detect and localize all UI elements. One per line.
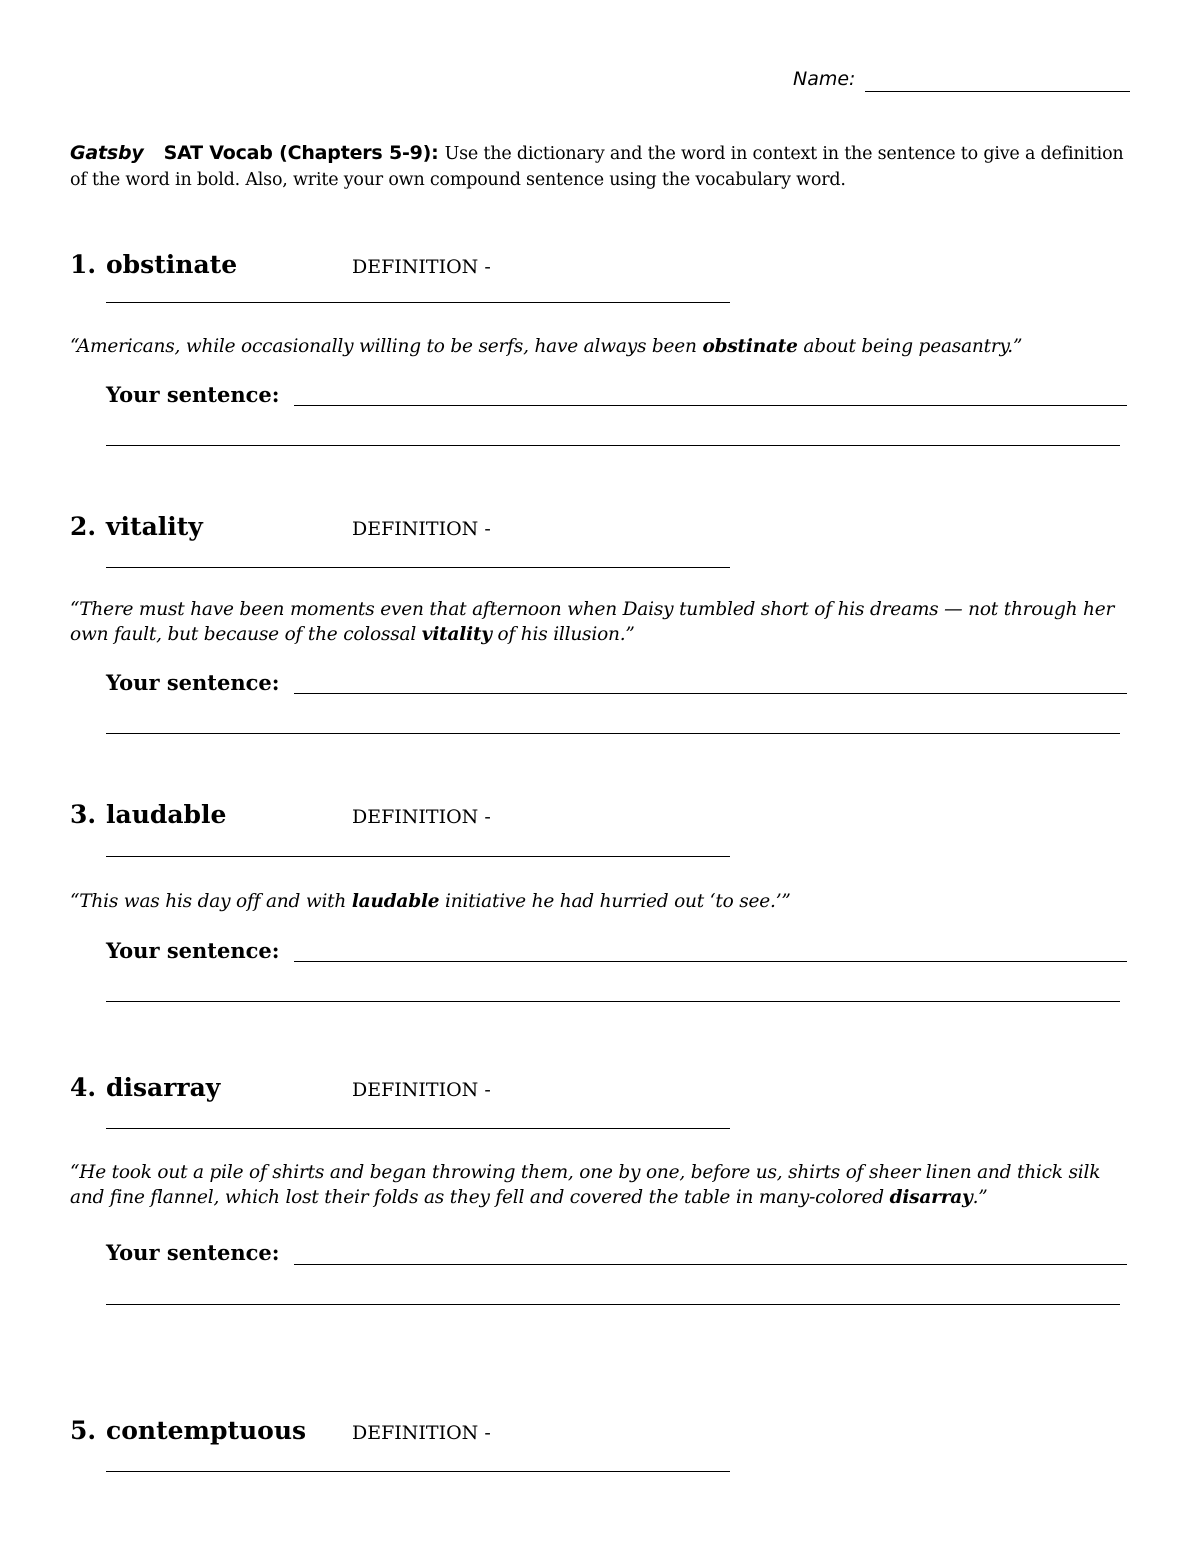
instructions-block [70,140,1130,193]
item-number: 2. [70,512,97,541]
item-number: 5. [70,1416,97,1445]
your-sentence-label: Your sentence: [106,938,280,963]
name-blank[interactable] [865,91,1130,92]
your-sentence-label: Your sentence: [106,382,280,407]
book-title: Gatsby [70,142,144,164]
worksheet-heading: SAT Vocab (Chapters 5-9): [163,142,439,164]
vocab-word: obstinate [106,250,238,279]
sentence-blank-line-2[interactable] [106,733,1120,734]
vocab-item-3-title [70,800,226,829]
vocab-word: laudable [106,800,227,829]
vocab-word: disarray [106,1073,221,1102]
item-number: 3. [70,800,97,829]
vocab-word: vitality [106,512,203,541]
item-number: 1. [70,250,97,279]
context-quote: “There must have been moments even that afternoon when Daisy tumbled short of his dreams — not through her own fault, but because of the colossal vitality of his illusion.” [70,599,1115,645]
quote-vocab-word: laudable [351,891,440,912]
vocab-item-2-title [70,512,203,541]
definition-blank[interactable] [106,1128,730,1129]
quote-vocab-word: obstinate [702,336,798,357]
definition-label: DEFINITION - [352,1079,491,1101]
definition-blank[interactable] [106,302,730,303]
sentence-blank-line-2[interactable] [106,1304,1120,1305]
vocab-word: contemptuous [106,1416,307,1445]
quote-vocab-word: disarray [889,1187,973,1208]
definition-label: DEFINITION - [352,1422,491,1444]
your-sentence-label: Your sentence: [106,1240,280,1265]
sentence-blank-line-1[interactable] [294,1264,1127,1265]
definition-blank[interactable] [106,856,730,857]
sentence-blank-line-1[interactable] [294,405,1127,406]
context-quote: “He took out a pile of shirts and began throwing them, one by one, before us, shirts of sheer linen and thick silk and fine flannel, which lost their folds as they fell and covered the table in many-colored disarray.” [70,1162,1101,1208]
definition-blank[interactable] [106,567,730,568]
definition-label: DEFINITION - [352,256,491,278]
sentence-blank-line-1[interactable] [294,961,1127,962]
name-label: Name: [793,68,856,90]
context-quote: “Americans, while occasionally willing to be serfs, have always been obstinate about being peasantry.” [70,336,1023,357]
quote-vocab-word: vitality [421,624,492,645]
vocab-item-1-title [70,250,237,279]
vocab-item-5-title [70,1416,306,1445]
definition-blank[interactable] [106,1471,730,1472]
item-number: 4. [70,1073,97,1102]
definition-label: DEFINITION - [352,518,491,540]
context-quote: “This was his day off and with laudable initiative he had hurried out ‘to see.’” [70,891,791,912]
sentence-blank-line-1[interactable] [294,693,1127,694]
vocab-item-4-title [70,1073,220,1102]
definition-label: DEFINITION - [352,806,491,828]
sentence-blank-line-2[interactable] [106,1001,1120,1002]
instructions-text: Use the dictionary and the word in context in the sentence to give a definition of the word in bold. Also, write your own compound sentence using the vocabulary word. [70,144,1124,190]
your-sentence-label: Your sentence: [106,670,280,695]
sentence-blank-line-2[interactable] [106,445,1120,446]
